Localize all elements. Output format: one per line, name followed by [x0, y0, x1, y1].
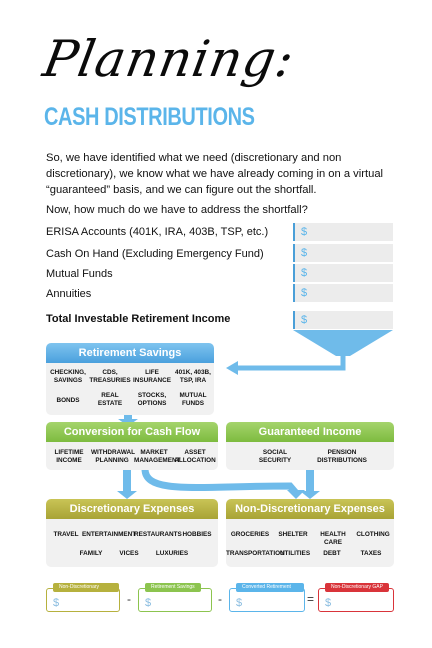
conversion-body — [46, 442, 218, 470]
non-discretionary-box — [226, 499, 394, 567]
conv-item-market: MARKET MANAGEMENT — [134, 449, 181, 464]
equals-operator: = — [307, 592, 315, 606]
minus-operator-2: - — [218, 592, 222, 606]
page-subtitle: CASH DISTRIBUTIONS — [44, 103, 255, 131]
conv-item-lifetime-income: LIFETIME INCOME — [54, 449, 84, 464]
rs-item-bonds: BONDS — [56, 397, 80, 404]
page-title: Planning: — [38, 30, 300, 88]
mutual-funds-input[interactable]: $ — [293, 264, 393, 282]
nd-item-shelter: SHELTER — [278, 531, 308, 538]
discretionary-title: Discretionary Expenses — [46, 499, 218, 519]
non-discretionary-title: Non-Discretionary Expenses — [226, 499, 394, 519]
disc-item-luxuries: LUXURIES — [155, 550, 189, 557]
guar-to-nondisc-arrowhead — [300, 491, 320, 499]
rs-item-cds: CDS, TREASURIES — [89, 369, 131, 384]
retirement-savings-field[interactable] — [138, 584, 212, 612]
non-discretionary-gap-tag: Non-Discretionary GAP — [325, 583, 389, 592]
gi-item-pension: PENSION DISTRIBUTIONS — [317, 449, 367, 464]
conv-to-nondisc-curve — [145, 469, 296, 493]
guaranteed-income-box — [226, 422, 394, 470]
funnel-connector — [236, 352, 343, 368]
nd-item-taxes: TAXES — [360, 550, 382, 557]
conv-to-disc-arrowhead — [117, 491, 137, 499]
retirement-savings-value: $ — [145, 597, 152, 609]
disc-item-family: FAMILY — [79, 550, 103, 557]
cash-on-hand-label: Cash On Hand (Excluding Emergency Fund) — [46, 248, 264, 260]
non-discretionary-savings-tag: Non-Discretionary Savings — [53, 583, 119, 592]
rs-item-mutual-funds: MUTUAL FUNDS — [179, 392, 207, 407]
retirement-savings-body — [46, 363, 214, 415]
question-paragraph: Now, how much do we have to address the shortfall? — [46, 204, 308, 216]
rs-item-checking: CHECKING, SAVINGS — [50, 369, 86, 384]
nd-item-groceries: GROCERIES — [230, 531, 270, 538]
annuities-label: Annuities — [46, 288, 92, 300]
guar-to-nondisc-stem — [306, 469, 314, 493]
rs-item-401k: 401K, 403B, TSP, IRA — [175, 369, 211, 384]
annuities-input[interactable]: $ — [293, 284, 393, 302]
nd-item-debt: DEBT — [323, 550, 341, 557]
nd-item-health-care: HEALTH CARE — [320, 531, 346, 546]
guaranteed-income-body — [226, 442, 394, 470]
conversion-box — [46, 422, 218, 470]
rs-item-stocks: STOCKS, OPTIONS — [137, 392, 167, 407]
mutual-funds-label: Mutual Funds — [46, 268, 113, 280]
disc-item-entertainment: ENTERTAINMENT — [82, 531, 137, 538]
disc-item-hobbies: HOBBIES — [182, 531, 212, 538]
nd-item-utilities: UTILITIES — [279, 550, 311, 557]
discretionary-box — [46, 499, 218, 567]
cash-on-hand-input[interactable]: $ — [293, 244, 393, 262]
guaranteed-income-title: Guaranteed Income — [226, 422, 394, 442]
nd-item-transportation: TRANSPORTATION — [226, 550, 285, 557]
disc-item-vices: VICES — [119, 550, 139, 557]
non-discretionary-gap-value: $ — [325, 597, 332, 609]
non-discretionary-savings-field[interactable] — [46, 584, 120, 612]
disc-item-travel: TRAVEL — [53, 531, 79, 538]
rs-item-real-estate: REAL ESTATE — [97, 392, 123, 407]
retirement-savings-box — [46, 343, 214, 415]
non-discretionary-savings-value: $ — [53, 597, 60, 609]
total-label: Total Investable Retirement Income — [46, 313, 231, 325]
non-discretionary-body — [226, 519, 394, 567]
funnel-arrowhead — [226, 361, 238, 375]
non-discretionary-gap-field[interactable] — [318, 584, 394, 612]
retirement-savings-title: Retirement Savings — [46, 343, 214, 363]
discretionary-body — [46, 519, 218, 567]
conversion-title: Conversion for Cash Flow — [46, 422, 218, 442]
conv-item-asset: ASSET ALLOCATION — [174, 449, 216, 464]
gi-item-social-security: SOCIAL SECURITY — [258, 449, 292, 464]
converted-retirement-savings-value: $ — [236, 597, 243, 609]
nd-item-clothing: CLOTHING — [356, 531, 390, 538]
disc-item-restaurants: RESTAURANTS — [134, 531, 182, 538]
erisa-input[interactable]: $ — [293, 223, 393, 241]
total-input[interactable]: $ — [293, 311, 393, 329]
rs-item-life-insurance: LIFE INSURANCE — [133, 369, 171, 384]
erisa-label: ERISA Accounts (401K, IRA, 403B, TSP, etc.) — [46, 226, 269, 238]
converted-retirement-savings-tag: Converted Retirement Savings — [236, 583, 304, 592]
retirement-savings-tag: Retirement Savings — [145, 583, 201, 592]
intro-paragraph: So, we have identified what we need (discretionary and non discretionary), we know what we have already coming in on a virtual “guaranteed” basis, and we can figure out the shortfall. — [46, 152, 384, 196]
conv-to-disc-stem — [123, 469, 131, 493]
converted-retirement-savings-field[interactable] — [229, 584, 305, 612]
conv-item-withdrawal: WITHDRAWAL PLANNING — [91, 449, 136, 464]
minus-operator-1: - — [127, 592, 131, 606]
